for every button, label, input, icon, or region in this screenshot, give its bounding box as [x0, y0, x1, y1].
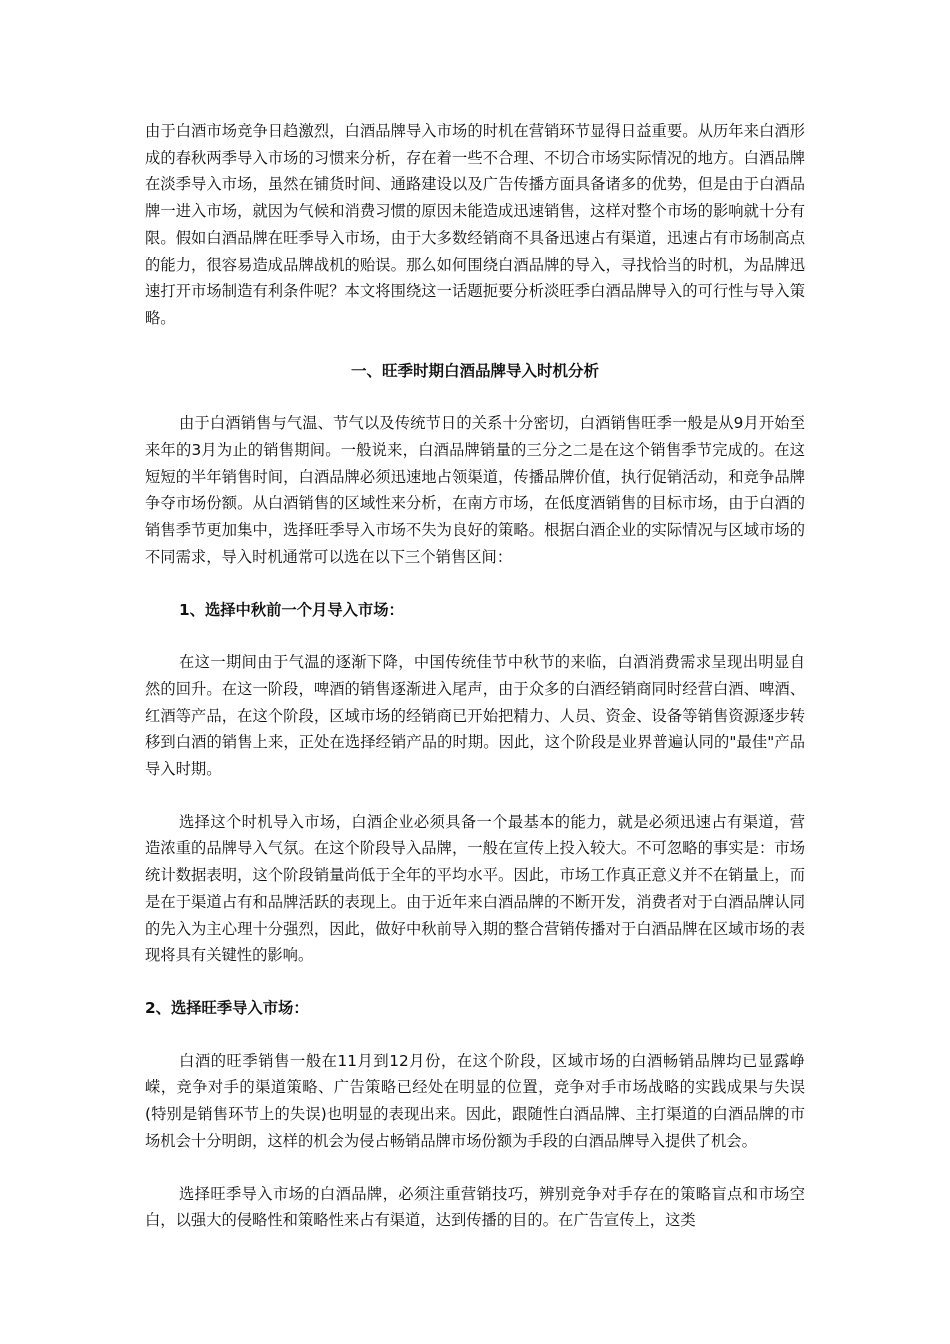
- subsection-1-paragraph-2: 选择这个时机导入市场，白酒企业必须具备一个最基本的能力，就是必须迅速占有渠道，营造浓重的品牌导入气氛。在这个阶段导入品牌，一般在宣传上投入较大。不可忽略的事实是：市场统计数据表明，这个阶段销量尚低于全年的平均水平。因此，市场工作真正意义并不在销量上，而是在于渠道占有和品牌活跃的表现上。由于近年来白酒品牌的不断开发，消费者对于白酒品牌认同的先入为主心理十分强烈，因此，做好中秋前导入期的整合营销传播对于白酒品牌在区域市场的表现将具有关键性的影响。: [145, 812, 805, 965]
- document-body: [145, 118, 805, 1260]
- subsection-1-heading: 1、选择中秋前一个月导入市场：: [179, 600, 404, 619]
- section-1-heading: 一、旺季时期白酒品牌导入时机分析: [350, 361, 599, 380]
- subsection-2-heading: 2、选择旺季导入市场：: [145, 998, 309, 1017]
- intro-paragraph: 由于白酒市场竞争日趋激烈，白酒品牌导入市场的时机在营销环节显得日益重要。从历年来白酒形成的春秋两季导入市场的习惯来分析，存在着一些不合理、不切合市场实际情况的地方。白酒品牌在淡季导入市场，虽然在铺货时间、通路建设以及广告传播方面具备诸多的优势，但是由于白酒品牌一进入市场，就因为气候和消费习惯的原因未能造成迅速销售，这样对整个市场的影响就十分有限。假如白酒品牌在旺季导入市场，由于大多数经销商不具备迅速占有渠道，迅速占有市场制高点的能力，很容易造成品牌战机的贻误。那么如何围绕白酒品牌的导入，寻找恰当的时机，为品牌迅速打开市场制造有利条件呢？本文将围绕这一话题扼要分析淡旺季白酒品牌导入的可行性与导入策略。: [145, 122, 805, 327]
- subsection-2-paragraph-2: 选择旺季导入市场的白酒品牌，必须注重营销技巧，辨别竞争对手存在的策略盲点和市场空白，以强大的侵略性和策略性来占有渠道，达到传播的目的。在广告宣传上，这类: [145, 1184, 805, 1230]
- section-1-paragraph: 由于白酒销售与气温、节气以及传统节日的关系十分密切，白酒销售旺季一般是从9月开始至来年的3月为止的销售期间。一般说来，白酒品牌销量的三分之二是在这个销售季节完成的。在这短短的半年销售时间，白酒品牌必须迅速地占领渠道，传播品牌价值，执行促销活动，和竞争品牌争夺市场份额。从白酒销售的区域性来分析，在南方市场，在低度酒销售的目标市场，由于白酒的销售季节更加集中，选择旺季导入市场不失为良好的策略。根据白酒企业的实际情况与区域市场的不同需求，导入时机通常可以选在以下三个销售区间：: [145, 414, 805, 566]
- subsection-2-paragraph-1: 白酒的旺季销售一般在11月到12月份，在这个阶段，区域市场的白酒畅销品牌均已显露峥嵘，竞争对手的渠道策略、广告策略已经处在明显的位置，竞争对手市场战略的实践成果与失误(特别是销售环节上的失误)也明显的表现出来。因此，跟随性白酒品牌、主打渠道的白酒品牌的市场机会十分明朗，这样的机会为侵占畅销品牌市场份额为手段的白酒品牌导入提供了机会。: [145, 1051, 805, 1150]
- subsection-1-paragraph-1: 在这一期间由于气温的逐渐下降，中国传统佳节中秋节的来临，白酒消费需求呈现出明显自然的回升。在这一阶段，啤酒的销售逐渐进入尾声，由于众多的白酒经销商同时经营白酒、啤酒、红酒等产品，在这个阶段，区域市场的经销商已开始把精力、人员、资金、设备等销售资源逐步转移到白酒的销售上来，正处在选择经销产品的时期。因此，这个阶段是业界普遍认同的"最佳"产品导入时期。: [145, 653, 805, 779]
